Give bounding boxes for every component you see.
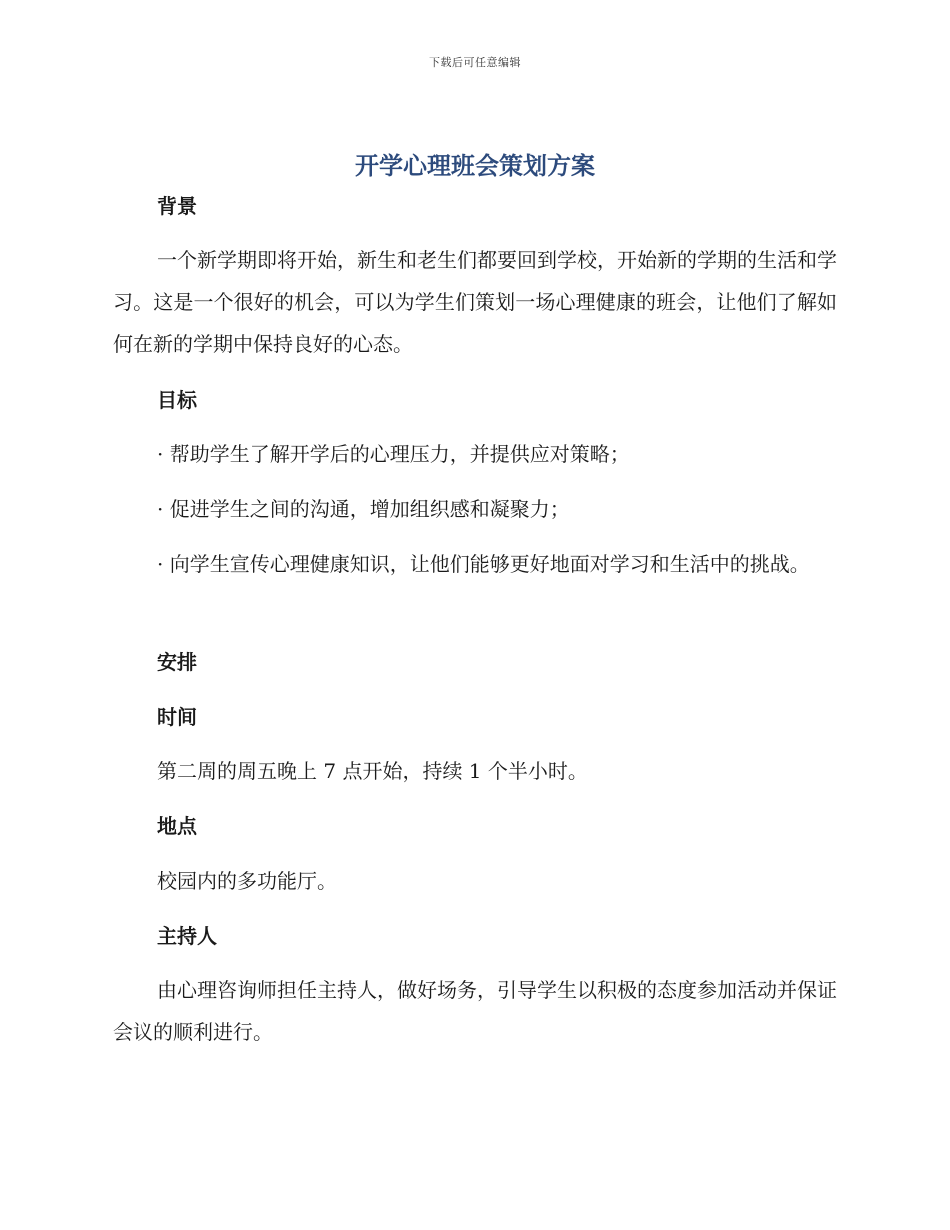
goal-item-1: · 帮助学生了解开学后的心理压力，并提供应对策略；	[157, 442, 630, 466]
page-header-note: 下载后可任意编辑	[429, 56, 521, 69]
subheading-place: 地点	[157, 814, 197, 838]
document-title: 开学心理班会策划方案	[355, 152, 595, 180]
place-text: 校园内的多功能厅。	[157, 869, 337, 893]
goal-item-3: · 向学生宣传心理健康知识，让他们能够更好地面对学习和生活中的挑战。	[157, 552, 810, 576]
host-text: 由心理咨询师担任主持人，做好场务，引导学生以积极的态度参加活动并保证会议的顺利进行。	[113, 978, 837, 1044]
subheading-time: 时间	[157, 705, 197, 729]
section-heading-background: 背景	[157, 194, 197, 218]
section-heading-arrangement: 安排	[157, 650, 197, 674]
background-paragraph: 一个新学期即将开始，新生和老生们都要回到学校，开始新的学期的生活和学习。这是一个很好的机会，可以为学生们策划一场心理健康的班会，让他们了解如何在新的学期中保持良好的心态。	[113, 248, 837, 356]
goal-item-2: · 促进学生之间的沟通，增加组织感和凝聚力；	[157, 497, 570, 521]
section-heading-goals: 目标	[157, 388, 197, 412]
time-text: 第二周的周五晚上 7 点开始，持续 1 个半小时。	[157, 759, 588, 783]
subheading-host: 主持人	[157, 924, 217, 948]
